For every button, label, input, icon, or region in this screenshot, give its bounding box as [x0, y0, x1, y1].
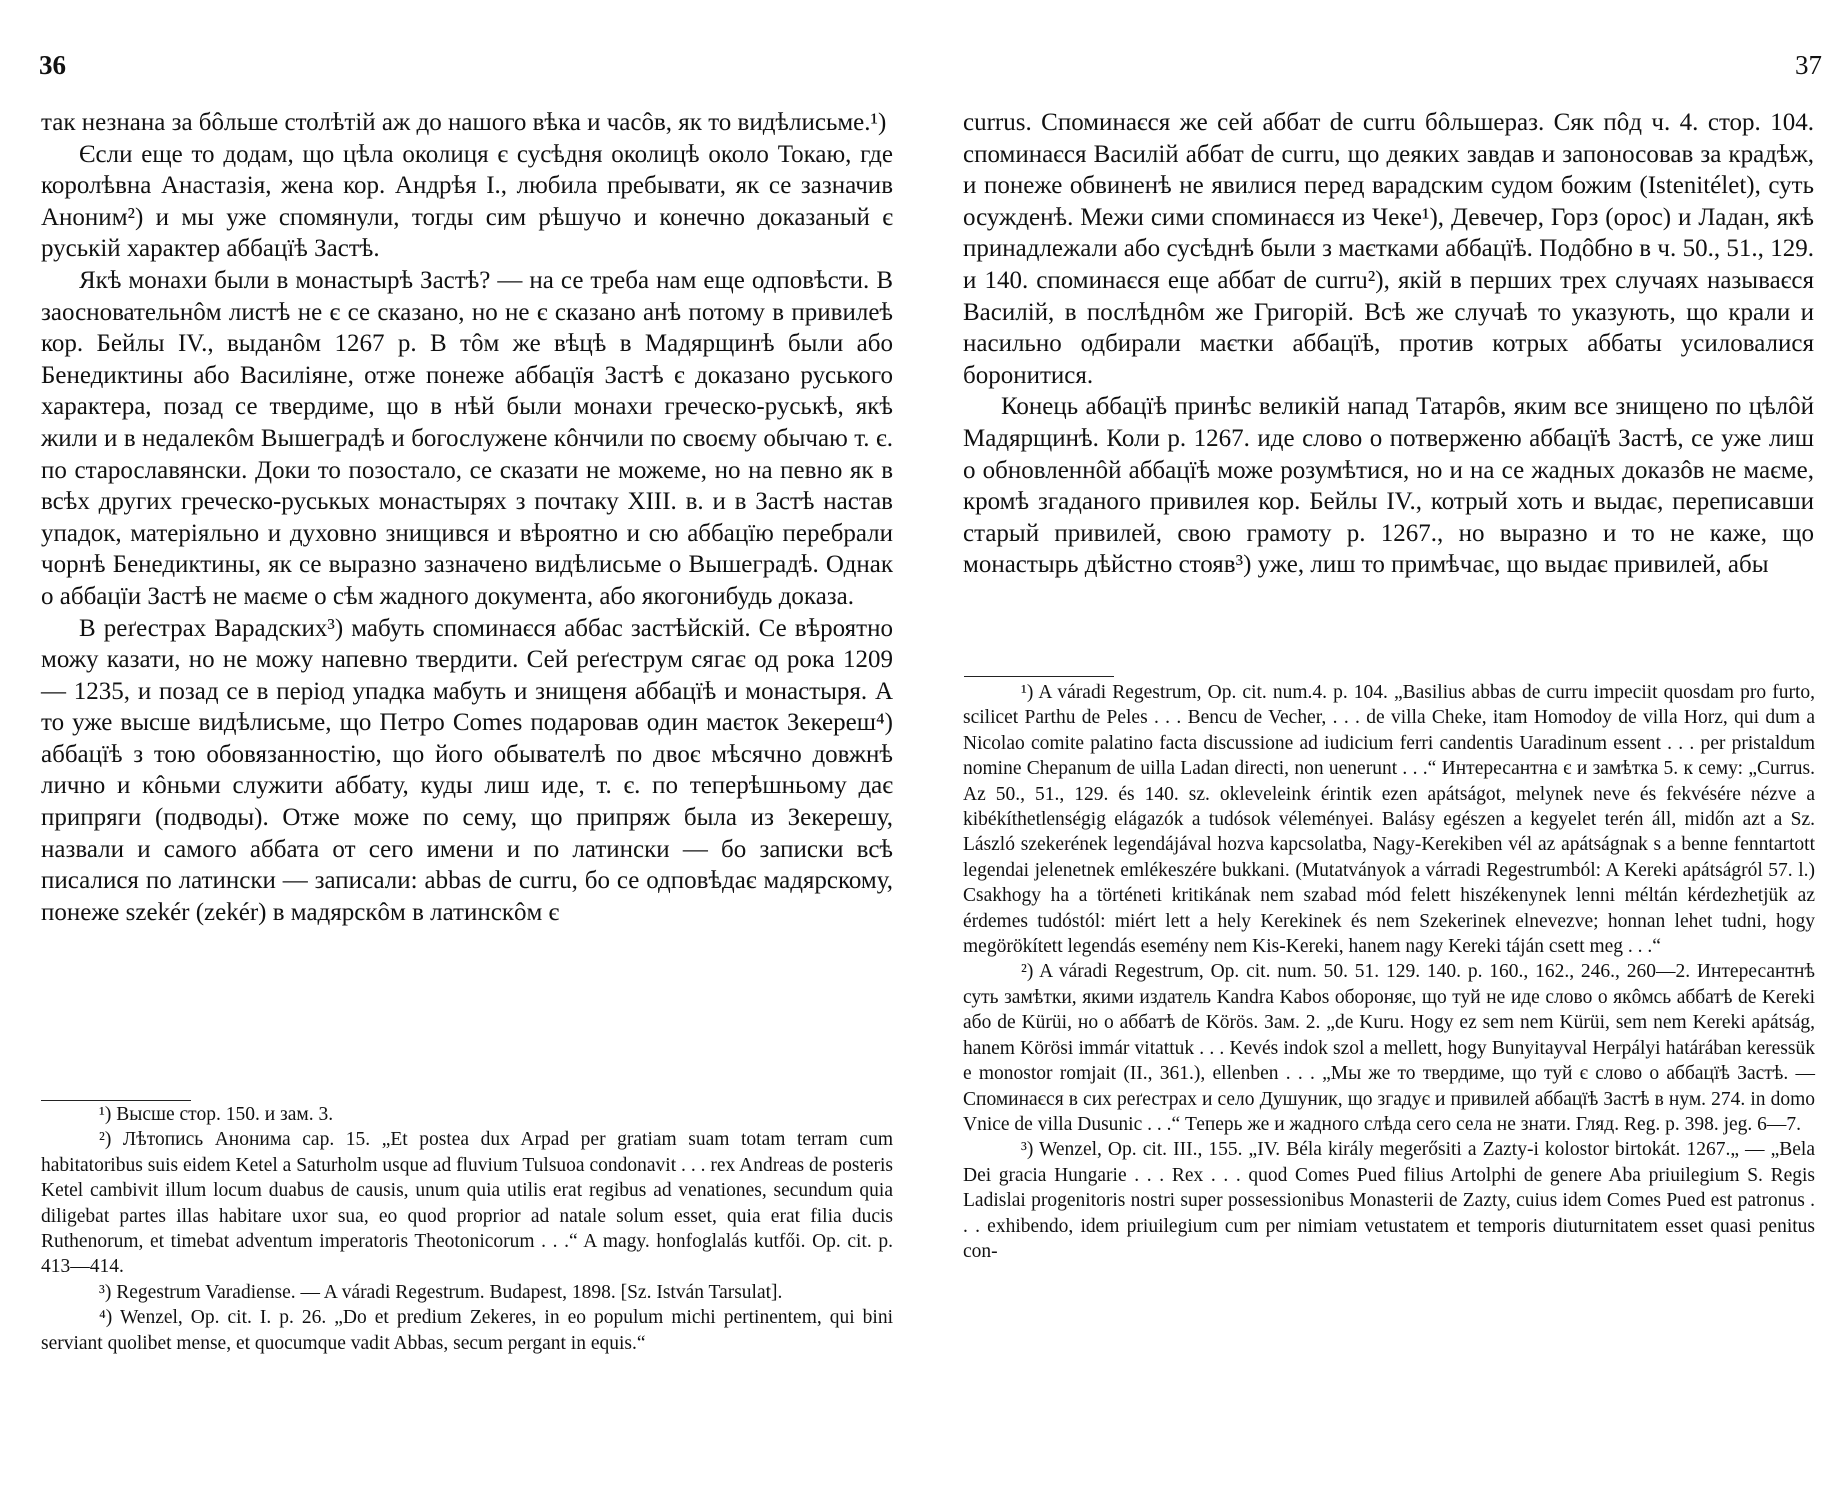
- paragraph: Єсли еще то додам, що цѣла околиця є сусѣдня околицѣ около Токаю, где королѣвна Анастазія, жена кор. Андрѣя І., любила пребывати, як се зазначив Аноним²) и мы уже спомянули, тогды сим рѣшучо и конечно доказаный є руській характер аббацїѣ Застѣ.: [41, 140, 893, 263]
- footnote: ¹) Высше стор. 150. и зам. 3.: [99, 1104, 334, 1125]
- paragraph: так незнана за бôльше столѣтій аж до нашого вѣка и часôв, як то видѣлисьме.¹): [41, 109, 887, 136]
- paragraph: currus. Споминаєся же сей аббат de curru бôльшераз. Сяк пôд ч. 4. стор. 104. споминаєся Василій аббат de curru, що деяких завдав и запоносовав за крадѣж, и понеже обвиненѣ не явилися перед варадским судом божим (Istenitélet), суть осужденѣ. Межи сими споминаєся из Чеке¹), Девечер, Горз (орос) и Ладан, якѣ принадлежали або сусѣднѣ были з маєтками аббацїѣ. Подôбно в ч. 50., 51., 129. и 140. споминаєся еще аббат de curru²), якій в перших трех случаях называєся Василій, в послѣднôм же Григорій. Всѣ же случаѣ то указують, що крали и насильно одбирали маєтки аббацїѣ, против котрых аббаты усиловалися боронитися.: [963, 109, 1814, 389]
- footnote: ²) A váradi Regestrum, Op. cit. num. 50. 51. 129. 140. p. 160., 162., 246., 260—2. Интересантнѣ суть замѣтки, якими издатель Kandra Kabos обороняє, що туй не иде слово о якôмсь аббатѣ de Kereki або de Kürüi, но о аббатѣ de Körös. Зам. 2. „de Kuru. Hogy ez sem nem Kürüi, sem nem Kereki apátság, hanem Körösi immár vitattuk . . . Kevés indok szol a mellett, hogy Bunyitayval Herpályi határában keressük e monostor romjait (II., 361.), ellenben . . . „Мы же то твердиме, що туй є слово о аббацїѣ Застѣ. — Споминаєся в сих реґестрах и село Душуник, що згадує и привилей аббацїѣ Застѣ в нум. 274. in domo Vnice de villa Dusunic . . .“ Теперь же и жадного слѣда сего села не знати. Гляд. Reg. p. 398. jeg. 6—7.: [963, 961, 1815, 1135]
- main-text: [41, 107, 893, 928]
- paragraph: Конець аббацїѣ принѣс великій напад Татарôв, яким все знищено по цѣлôй Мадярщинѣ. Коли р. 1267. иде слово о потверженю аббацїѣ Застѣ, се уже лиш о обновленнôй аббацїѣ може розумѣтися, но и на се жадных доказôв не маєме, кромѣ згаданого привилея кор. Бейлы IV., котрый хоть и выдає, переписавши старый привилей, свою грамоту р. 1267., но выразно и то не каже, що монастырь дѣйстно стояв³) уже, лиш то примѣчає, що выдає привилей, абы: [963, 393, 1814, 579]
- footnote: ⁴) Wenzel, Op. cit. I. p. 26. „Do et predium Zekeres, in eo populum michi pertinentem, qui bini serviant quolibet mense, et quocumque vadit Abbas, secum pergant in equis.“: [41, 1307, 893, 1354]
- footnote: ³) Regestrum Varadiense. — A váradi Regestrum. Budapest, 1898. [Sz. István Tarsulat].: [99, 1281, 783, 1303]
- paragraph: В реґестрах Варадских³) мабуть споминаєся аббас застѣйскій. Се вѣроятно можу казати, но не можу напевно твердити. Сей реґеструм сягає од рока 1209 — 1235, и позад се в період упадка мабуть и знищеня аббацїѣ и монастыря. А то уже высше видѣлисьме, що Петро Comes подаровав один маєток Зекереш⁴) аббацїѣ з тою обовязанностію, що його обывателѣ по двоє мѣсячно довжнѣ лично и кôньми служити аббату, куды лиш иде, т. є. по теперѣшньому дає припряги (подводы). Отже може по сему, що припряж была из Зекерешу, назвали и самого аббата от сего имени и по латински — бо записки всѣ писалися по латински — записали: abbas de curru, бо се одповѣдає мадярскому, понеже szekér (zekér) в мадярскôм в латинскôм є: [41, 614, 893, 926]
- left-page: [0, 0, 900, 1500]
- right-page: [922, 0, 1822, 1500]
- footnote-divider: [964, 676, 1114, 677]
- footnote-divider: [41, 1100, 191, 1101]
- footnotes: [41, 1102, 893, 1356]
- footnote: ¹) A váradi Regestrum, Op. cit. num.4. p. 104. „Basilius abbas de curru impeciit quosdam pro furto, scilicet Parthu de Peles . . . Bencu de Vecher, . . . de villa Cheke, itam Homodoy de villa Horz, qui dum a Nicolao comite palatino facta discussione ad iudicium ferri candentis Uaradinum essent . . . per pristaldum nomine Chepanum de uilla Ladan directi, non uenerunt . . .“ Интересантна є и замѣтка 5. к сему: „Currus. Az 50., 51., 129. és 140. sz. okleveleink érintik ezen apátságot, melynek neve és fekvésére nézve a kibékíthetlenségig elágazók a tudósok véleményei. Balásy egészen a kegyelet terén áll, midőn azt a Sz. László szekerének legendájával hozva kapcsolatba, Nagy-Kerekiben vél az apátságnak s a benne fenntartott legendai jelenetnek emlékeszére bukkani. (Mutatványok a várradi Regestrumból: A Kereki apátságról 57. l.) Csakhogy ha a történeti kritikának nem szabad mód felett hiszékenynek lenni méltán kérdezhetjük az érdemes tudóstól: miért lett a hely Kerekinek és nem Szekerinek elnevezve; honnan lehet tudni, hogy megörökített legendás esemény nem Kis-Kereki, hanem nagy Kereki táján csett meg . . .“: [963, 682, 1815, 958]
- footnote: ²) Лѣтопись Анонима cap. 15. „Et postea dux Arpad per gratiam suam totam terram cum habitatoribus suis eidem Ketel a Saturholm usque ad fluvium Tulsuoa condonavit . . . rex Andreas de posteris Ketel cambivit illum locum duabus de causis, unum quia utilis erat regibus ad venationes, secundum quia diligebat partes illas habitare uxor sua, eo quod proprior ad natale solum esset, quia erat filia ducis Ruthenorum, et timebat adventum imperatoris Theotonicorum . . .“ A magy. honfoglalás kutfői. Op. cit. p. 413—414.: [41, 1129, 893, 1278]
- footnote: ³) Wenzel, Op. cit. III., 155. „IV. Béla király megerősiti a Zazty-i kolostor birtokát. 1267.„ — „Bela Dei gracia Hungarie . . . Rex . . . quod Comes Pued filius Artolphi de genere Aba priuilegium S. Regis Ladislai progenitoris nostri super possessionibus Monasterii de Zazty, cuius idem Comes Pued est patronus . . . exhibendo, idem priuilegium cum per nimiam vetustatem et temporis diuturnitatem esset quasi penitus con-: [963, 1139, 1815, 1262]
- page-number: 37: [1795, 50, 1822, 80]
- footnotes: [963, 680, 1815, 1264]
- page-number: 36: [39, 50, 66, 80]
- main-text: [963, 107, 1814, 581]
- paragraph: Якѣ монахи были в монастырѣ Застѣ? — на се треба нам еще одповѣсти. В заосновательнôм листѣ не є се сказано, но не є сказано анѣ потому в привилеѣ кор. Бейлы IV., выданôм 1267 р. В тôм же вѣцѣ в Мадярщинѣ были або Бенедиктины або Василіяне, отже понеже аббацїя Застѣ є доказано руського характера, позад се твердиме, що в нѣй были монахи греческо-руськѣ, якѣ жили и в недалекôм Вышеградѣ и богослужене кôнчили по своєму обычаю т. є. по старославянски. Доки то позостало, се сказати не можеме, но на певно як в всѣх других греческо-руськых монастырях з почтаку XIII. в. и в Застѣ настав упадок, матеріяльно и духовно знищився и вѣроятно и сю аббацїю перебрали чорнѣ Бенедиктины, як се выразно зазначено видѣлисьме о Вышеградѣ. Однак о аббацїи Застѣ не маєме о сѣм жадного документа, або якогонибудь доказа.: [41, 266, 893, 610]
